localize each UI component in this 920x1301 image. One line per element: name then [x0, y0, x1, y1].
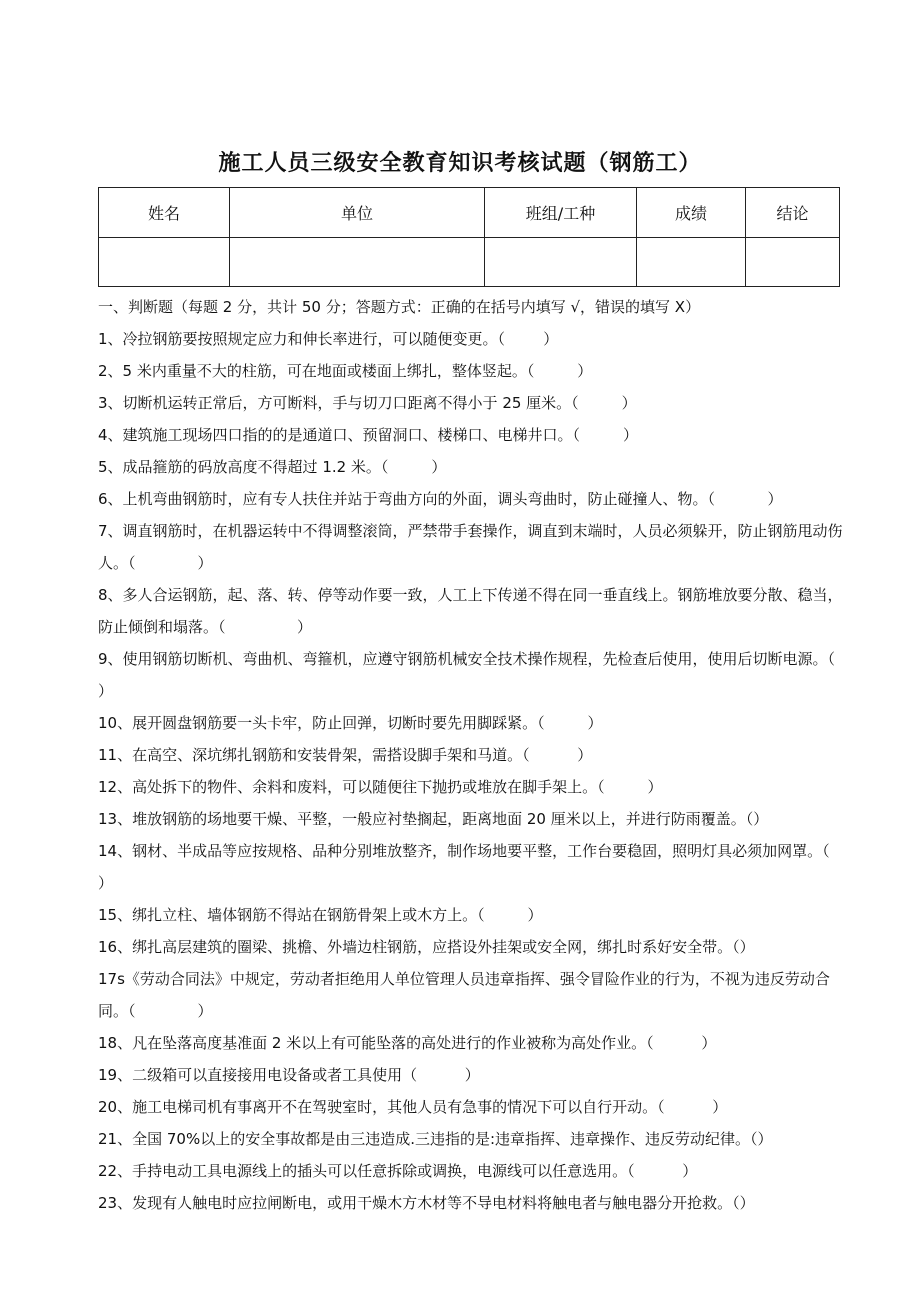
- header-score: 成绩: [637, 188, 746, 238]
- question-item: 23、发现有人触电时应拉闸断电，或用干燥木方木材等不导电材料将触电者与触电器分开抢救。（）: [98, 1194, 755, 1212]
- name-field[interactable]: [99, 238, 230, 287]
- team-field[interactable]: [485, 238, 637, 287]
- question-item: 9、使用钢筋切断机、弯曲机、弯箍机，应遵守钢筋机械安全技术操作规程，先检查后使用，使用后切断电源。（ ）: [98, 650, 907, 700]
- question-item: 22、手持电动工具电源线上的插头可以任意拆除或调换，电源线可以任意选用。（ ）: [98, 1162, 698, 1180]
- question-item: 11、在高空、深坑绑扎钢筋和安装骨架，需搭设脚手架和马道。（ ）: [98, 746, 593, 764]
- header-unit: 单位: [230, 188, 485, 238]
- examinee-info-table: [98, 187, 840, 287]
- question-item: 15、绑扎立柱、墙体钢筋不得站在钢筋骨架上或木方上。（ ）: [98, 906, 543, 924]
- conclusion-field[interactable]: [746, 238, 840, 287]
- question-item: 7、调直钢筋时，在机器运转中不得调整滚筒，严禁带手套操作，调直到末端时，人员必须躲开，防止钢筋甩动伤人。（ ）: [98, 522, 843, 572]
- question-item: 8、多人合运钢筋，起、落、转、停等动作要一致，人工上下传递不得在同一垂直线上。钢筋堆放要分散、稳当，防止倾倒和塌落。（ ）: [98, 586, 843, 636]
- question-item: 3、切断机运转正常后，方可断料，手与切刀口距离不得小于 25 厘米。（ ）: [98, 394, 637, 412]
- question-item: 5、成品箍筋的码放高度不得超过 1.2 米。（ ）: [98, 458, 447, 476]
- question-list: [98, 291, 907, 1219]
- question-item: 2、5 米内重量不大的柱筋，可在地面或楼面上绑扎，整体竖起。（ ）: [98, 362, 593, 380]
- section-heading: 一、判断题（每题 2 分，共计 50 分；答题方式：正确的在括号内填写 √，错误的填写 X）: [98, 298, 701, 316]
- question-item: 16、绑扎高层建筑的圈梁、挑檐、外墙边柱钢筋，应搭设外挂架或安全网，绑扎时系好安全带。（）: [98, 938, 755, 956]
- unit-field[interactable]: [230, 238, 485, 287]
- header-conclusion: 结论: [746, 188, 840, 238]
- question-item: 14、钢材、半成品等应按规格、品种分别堆放整齐，制作场地要平整，工作台要稳固，照明灯具必须加网罩。（ ）: [98, 842, 883, 892]
- header-team: 班组/工种: [485, 188, 637, 238]
- question-item: 4、建筑施工现场四口指的的是通道口、预留洞口、楼梯口、电梯井口。（ ）: [98, 426, 638, 444]
- question-item: 17s《劳动合同法》中规定，劳动者拒绝用人单位管理人员违章指挥、强令冒险作业的行为，不视为违反劳动合同。（ ）: [98, 970, 830, 1020]
- info-header-row: [99, 188, 840, 238]
- score-field[interactable]: [637, 238, 746, 287]
- header-name: 姓名: [99, 188, 230, 238]
- question-item: 1、冷拉钢筋要按照规定应力和伸长率进行，可以随便变更。（ ）: [98, 330, 559, 348]
- info-value-row: [99, 238, 840, 287]
- question-item: 12、高处拆下的物件、余料和废料，可以随便往下抛扔或堆放在脚手架上。（ ）: [98, 778, 663, 796]
- question-item: 10、展开圆盘钢筋要一头卡牢，防止回弹，切断时要先用脚踩紧。（ ）: [98, 714, 603, 732]
- question-item: 6、上机弯曲钢筋时，应有专人扶住并站于弯曲方向的外面，调头弯曲时，防止碰撞人、物。（ ）: [98, 490, 783, 508]
- question-item: 21、全国 70%以上的安全事故都是由三违造成.三违指的是:违章指挥、违章操作、违反劳动纪律。（）: [98, 1130, 773, 1148]
- page-title: 施工人员三级安全教育知识考核试题（钢筋工）: [218, 151, 702, 176]
- question-item: 18、凡在坠落高度基准面 2 米以上有可能坠落的高处进行的作业被称为高处作业。（ ）: [98, 1034, 717, 1052]
- question-item: 19、二级箱可以直接接用电设备或者工具使用（ ）: [98, 1066, 480, 1084]
- question-item: 13、堆放钢筋的场地要干燥、平整，一般应衬垫搁起，距离地面 20 厘米以上，并进行防雨覆盖。（）: [98, 810, 769, 828]
- question-item: 20、施工电梯司机有事离开不在驾驶室时，其他人员有急事的情况下可以自行开动。（ ）: [98, 1098, 728, 1116]
